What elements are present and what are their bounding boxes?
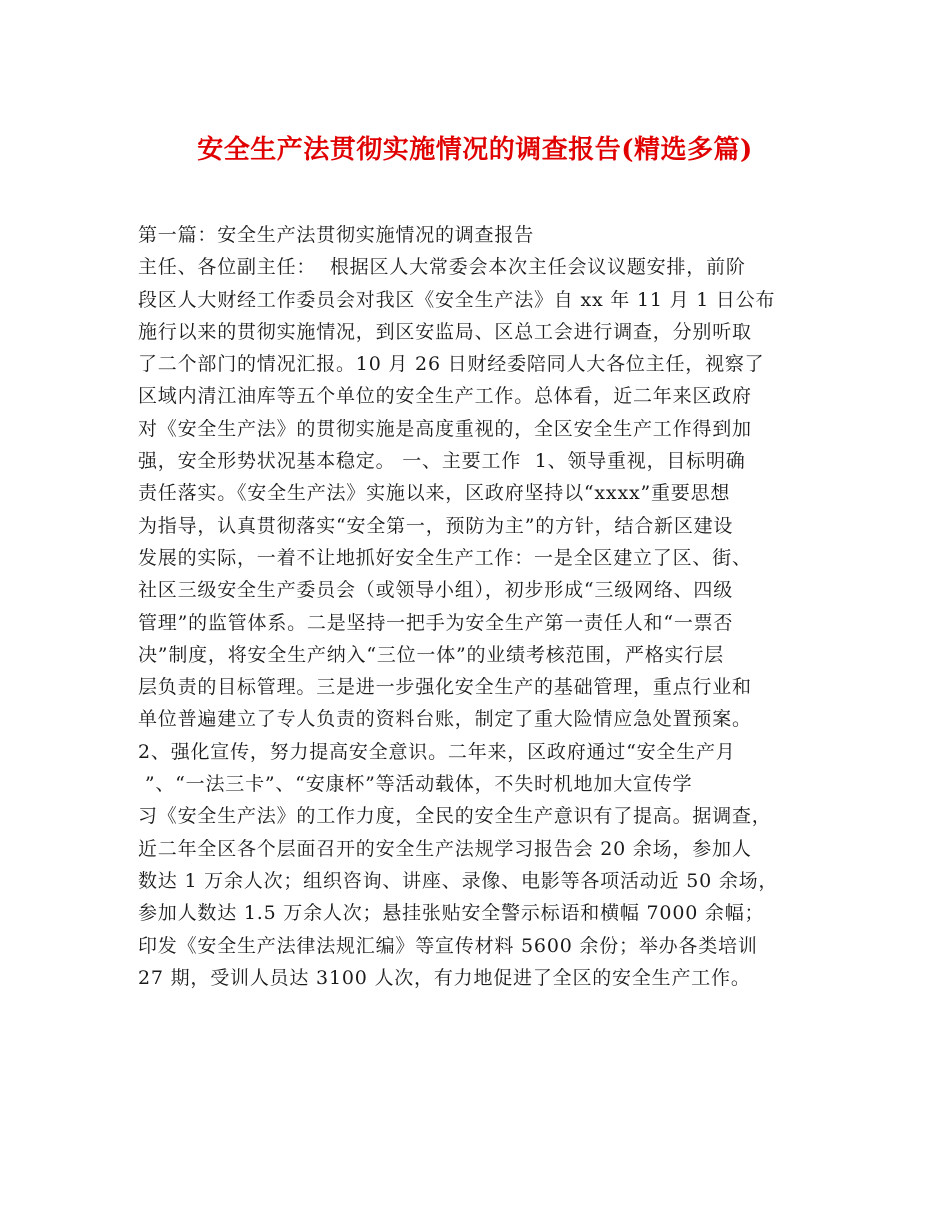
body-line: 为指导，认真贯彻落实“安全第一，预防为主”的方针，结合新区建设 <box>138 514 734 537</box>
body-line: ”、“一法三卡”、“安康杯”等活动载体，不失时机地加大宣传学 <box>138 773 693 796</box>
body-line: 段区人大财经工作委员会对我区《安全生产法》自 xx 年 11 月 1 日公布 <box>138 288 776 311</box>
body-line: 管理”的监管体系。二是坚持一把手为安全生产第一责任人和“一票否 <box>138 611 734 634</box>
document-body <box>138 219 828 994</box>
body-line: 强，安全形势状况基本稳定。 一、主要工作 1、领导重视，目标明确 <box>138 450 746 473</box>
body-line: 习《安全生产法》的工作力度，全民的安全生产意识有了提高。据调查， <box>138 805 772 828</box>
body-line: 对《安全生产法》的贯彻实施是高度重视的，全区安全生产工作得到加 <box>138 417 752 440</box>
body-line: 责任落实。《安全生产法》实施以来，区政府坚持以“xxxx”重要思想 <box>138 482 731 505</box>
body-line: 单位普遍建立了专人负责的资料台账，制定了重大险情应急处置预案。 <box>138 708 752 731</box>
body-line: 主任、各位副主任： 根据区人大常委会本次主任会议议题安排，前阶 <box>138 256 746 279</box>
body-line: 施行以来的贯彻实施情况，到区安监局、区总工会进行调查，分别听取 <box>138 320 752 343</box>
body-line: 层负责的目标管理。三是进一步强化安全生产的基础管理，重点行业和 <box>138 676 752 699</box>
body-line: 印发《安全生产法律法规汇编》等宣传材料 5600 余份；举办各类培训 <box>138 934 758 957</box>
body-line: 了二个部门的情况汇报。10 月 26 日财经委陪同人大各位主任，视察了 <box>138 353 765 376</box>
body-line: 第一篇：安全生产法贯彻实施情况的调查报告 <box>138 224 535 246</box>
body-line: 2、强化宣传，努力提高安全意识。二年来，区政府通过“安全生产月 <box>138 740 736 763</box>
body-line: 参加人数达 1.5 万余人次；悬挂张贴安全警示标语和横幅 7000 余幅； <box>138 902 765 925</box>
body-line: 27 期，受训人员达 3100 人次，有力地促进了全区的安全生产工作。 <box>138 966 751 989</box>
body-line: 发展的实际，一着不让地抓好安全生产工作：一是全区建立了区、街、 <box>138 546 752 569</box>
body-line: 决”制度，将安全生产纳入“三位一体”的业绩考核范围，严格实行层 <box>138 643 724 666</box>
body-line: 近二年全区各个层面召开的安全生产法规学习报告会 20 余场，参加人 <box>138 837 752 860</box>
body-line: 数达 1 万余人次；组织咨询、讲座、录像、电影等各项活动近 50 余场， <box>138 869 779 892</box>
document-title: 安全生产法贯彻实施情况的调查报告(精选多篇) <box>197 135 753 165</box>
body-line: 区域内清江油库等五个单位的安全生产工作。总体看，近二年来区政府 <box>138 385 752 408</box>
body-line: 社区三级安全生产委员会（或领导小组），初步形成“三级网络、四级 <box>138 579 734 602</box>
